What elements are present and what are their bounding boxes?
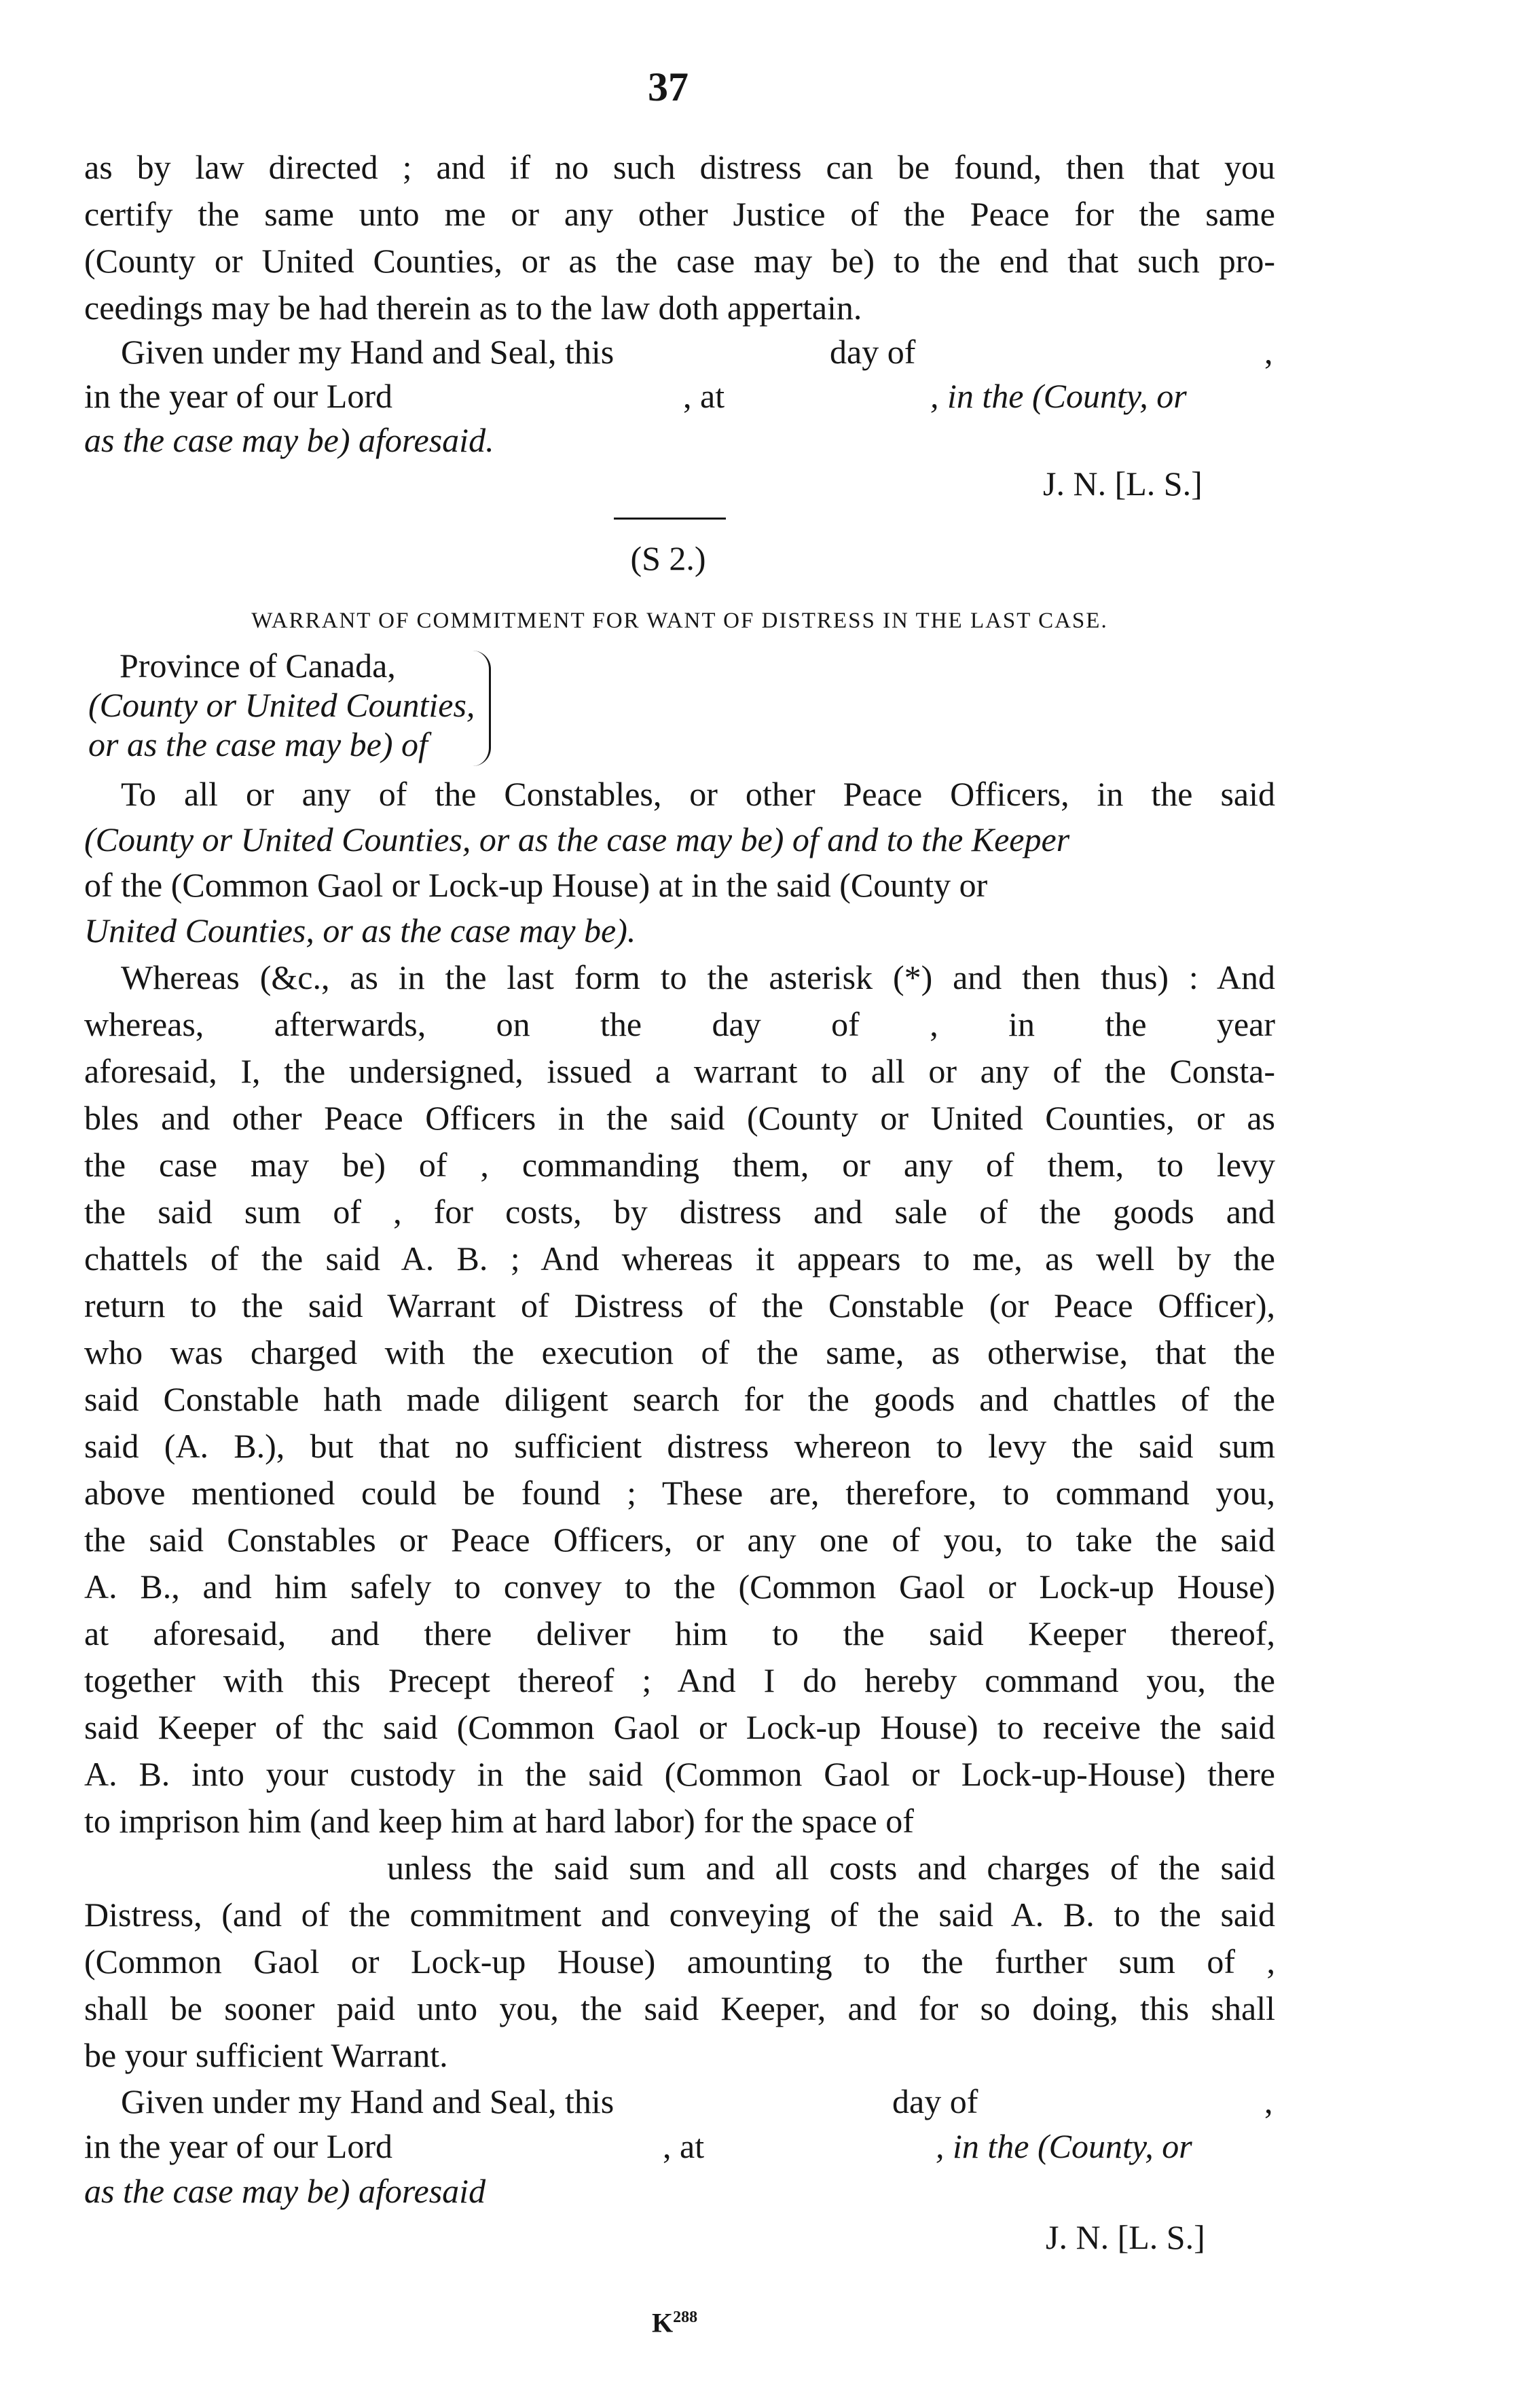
body-line: of the (Common Gaol or Lock-up House) at in the said (County or [84,866,988,904]
body-line: to imprison him (and keep him at hard labor) for the space of [84,1802,914,1840]
signature-mark [652,2296,697,2344]
given-line-part: day of [892,2082,978,2120]
body-line: (County or United Counties, or as the case may be) to the end that such pro- [84,242,1275,280]
body-line: (Common Gaol or Lock-up House) amounting to the further sum of , [84,1942,1275,1980]
body-line: A. B., and him safely to convey to the (Common Gaol or Lock-up House) [84,1568,1275,1606]
given-line-part: , [1264,2082,1273,2120]
given-line-part: , at [683,377,725,415]
given-line-part: , in the (County, or [936,2127,1192,2165]
body-line: as by law directed ; and if no such distress can be found, then that you [84,148,1275,186]
section-label: (S 2.) [630,539,706,577]
body-line: the case may be) of , commanding them, or any of them, to levy [84,1146,1275,1184]
given-line-part: , at [663,2127,705,2165]
body-line: United Counties, or as the case may be). [84,911,636,949]
body-line: said Keeper of thc said (Common Gaol or Lock-up House) to receive the said [84,1708,1275,1746]
page-number: 37 [648,65,689,109]
body-line: certify the same unto me or any other Justice of the Peace for the same [84,195,1275,233]
given-line-part: , [1264,333,1273,371]
body-line: said (A. B.), but that no sufficient distress whereon to levy the said sum [84,1427,1275,1465]
signature: J. N. [L. S.] [1046,2218,1205,2256]
venue-brace [473,651,491,766]
given-line-part: in the year of our Lord [84,2127,393,2165]
body-line: unless the said sum and all costs and charges of the said [387,1849,1275,1887]
body-line: aforesaid, I, the undersigned, issued a warrant to all or any of the Consta- [84,1052,1275,1090]
given-line-part: Given under my Hand and Seal, this [121,2082,615,2120]
given-line-part: day of [830,333,916,371]
body-line: A. B. into your custody in the said (Common Gaol or Lock-up-House) there [84,1755,1275,1793]
body-line: bles and other Peace Officers in the said (County or United Counties, or as [84,1099,1275,1137]
body-line: above mentioned could be found ; These are, therefore, to command you, [84,1474,1275,1512]
given-line-part: in the year of our Lord [84,377,393,415]
body-line: together with this Precept thereof ; And I do hereby command you, the [84,1661,1275,1699]
body-line: who was charged with the execution of the same, as otherwise, that the [84,1333,1275,1371]
signature: J. N. [L. S.] [1043,465,1203,503]
body-line: shall be sooner paid unto you, the said Keeper, and for so doing, this shall [84,1989,1275,2027]
given-line-part: as the case may be) aforesaid. [84,421,494,459]
section-divider [614,518,726,520]
body-line: Distress, (and of the commitment and conveying of the said A. B. to the said [84,1896,1275,1934]
body-line: ceedings may be had therein as to the law doth appertain. [84,289,862,327]
body-line: (County or United Counties, or as the case may be) of and to the Keeper [84,820,1070,858]
body-line: the said sum of , for costs, by distress and sale of the goods and [84,1193,1275,1231]
signature-mark-number: 288 [673,2308,698,2326]
given-line-part: , in the (County, or [930,377,1187,415]
body-line: return to the said Warrant of Distress of the Constable (or Peace Officer), [84,1286,1275,1324]
body-line: be your sufficient Warrant. [84,2036,448,2074]
body-line: chattels of the said A. B. ; And whereas it appears to me, as well by the [84,1239,1275,1278]
given-line-part: Given under my Hand and Seal, this [121,333,615,371]
venue-line: or as the case may be) of [88,725,428,763]
body-line: Whereas (&c., as in the last form to the asterisk (*) and then thus) : And [121,958,1275,996]
venue-line: (County or United Counties, [88,686,475,724]
body-line: said Constable hath made diligent search for the goods and chattles of the [84,1380,1275,1418]
section-heading: WARRANT OF COMMITMENT FOR WANT OF DISTRESS IN THE LAST CASE. [251,609,1108,633]
body-line: the said Constables or Peace Officers, or any one of you, to take the said [84,1521,1275,1559]
body-line: To all or any of the Constables, or other Peace Officers, in the said [121,775,1275,813]
body-line: at aforesaid, and there deliver him to the said Keeper thereof, [84,1614,1275,1652]
venue-line: Province of Canada, [120,647,396,685]
signature-mark-letter: K [652,2307,674,2338]
body-line: whereas, afterwards, on the day of , in the year [84,1005,1275,1043]
given-line-part: as the case may be) aforesaid [84,2172,486,2210]
